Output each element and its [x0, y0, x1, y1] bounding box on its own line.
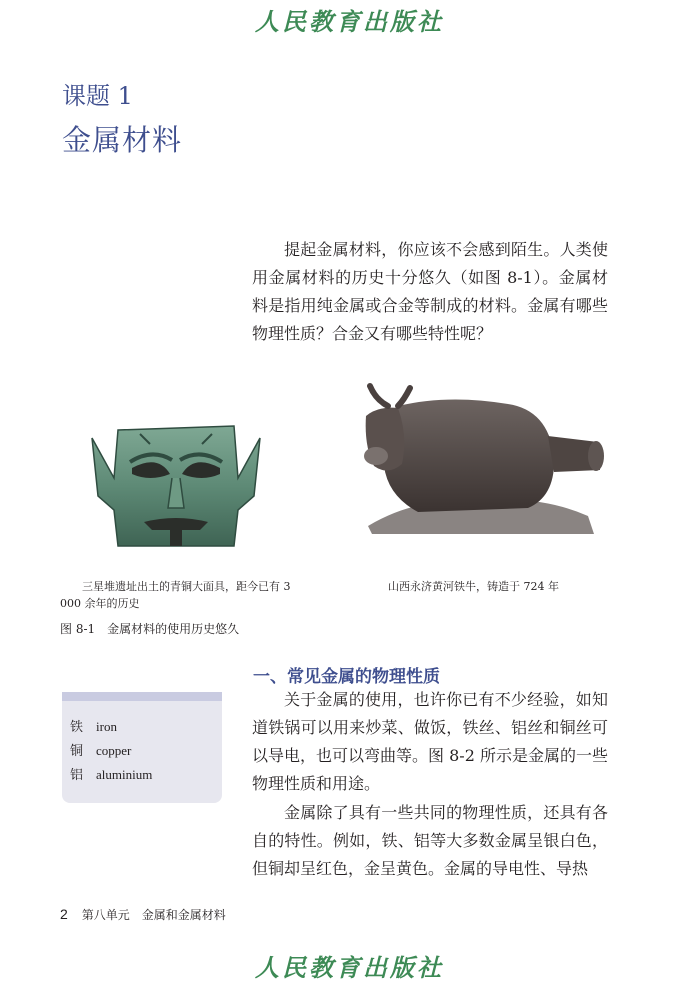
figure-title: 图 8-1 金属材料的使用历史悠久	[60, 622, 240, 636]
vocab-english: iron	[96, 719, 117, 734]
body-paragraph: 关于金属的使用，也许你已有不少经验，如知道铁锅可以用来炒菜、做饭，铁丝、铝丝和铜丝可以导电，也可以弯曲等。图 8-2 所示是金属的一些物理性质和用途。	[252, 690, 608, 793]
page-footer	[60, 906, 226, 923]
publisher-logo-bottom: 人民教育出版社	[255, 953, 444, 982]
vocab-item	[70, 743, 131, 760]
vocab-chinese: 铁	[70, 720, 84, 735]
lesson-number: 课题 1	[62, 82, 133, 110]
publisher-logo-top: 人民教育出版社	[255, 7, 444, 36]
figure-caption-ox: 山西永济黄河铁牛，铸造于 724 年	[388, 580, 559, 593]
section-heading: 一、常见金属的物理性质	[253, 667, 440, 687]
vocab-english: copper	[96, 743, 132, 758]
vocabulary-box	[62, 692, 222, 803]
unit-title: 第八单元 金属和金属材料	[81, 908, 226, 922]
body-paragraph: 金属除了具有一些共同的物理性质，还具有各自的特性。例如，铁、铝等大多数金属呈银白色，但铜却呈红色，金呈黄色。金属的导电性、导热	[252, 803, 608, 878]
vocab-item	[70, 767, 152, 784]
lesson-title: 金属材料	[62, 123, 183, 157]
vocab-item	[70, 719, 117, 736]
figure-caption-mask: 三星堆遗址出土的青铜大面具，距今已有 3 000 余年的历史	[60, 580, 291, 610]
vocab-english: aluminium	[96, 767, 153, 782]
iron-ox-image	[358, 376, 604, 536]
vocab-chinese: 铝	[70, 768, 84, 783]
vocab-chinese: 铜	[70, 744, 84, 759]
bronze-mask-image	[88, 418, 264, 554]
intro-paragraph: 提起金属材料，你应该不会感到陌生。人类使用金属材料的历史十分悠久（如图 8-1）。金属材料是指用纯金属或合金等制成的材料。金属有哪些物理性质？合金又有哪些特性呢？	[252, 240, 608, 343]
page-number: 2	[60, 906, 68, 922]
